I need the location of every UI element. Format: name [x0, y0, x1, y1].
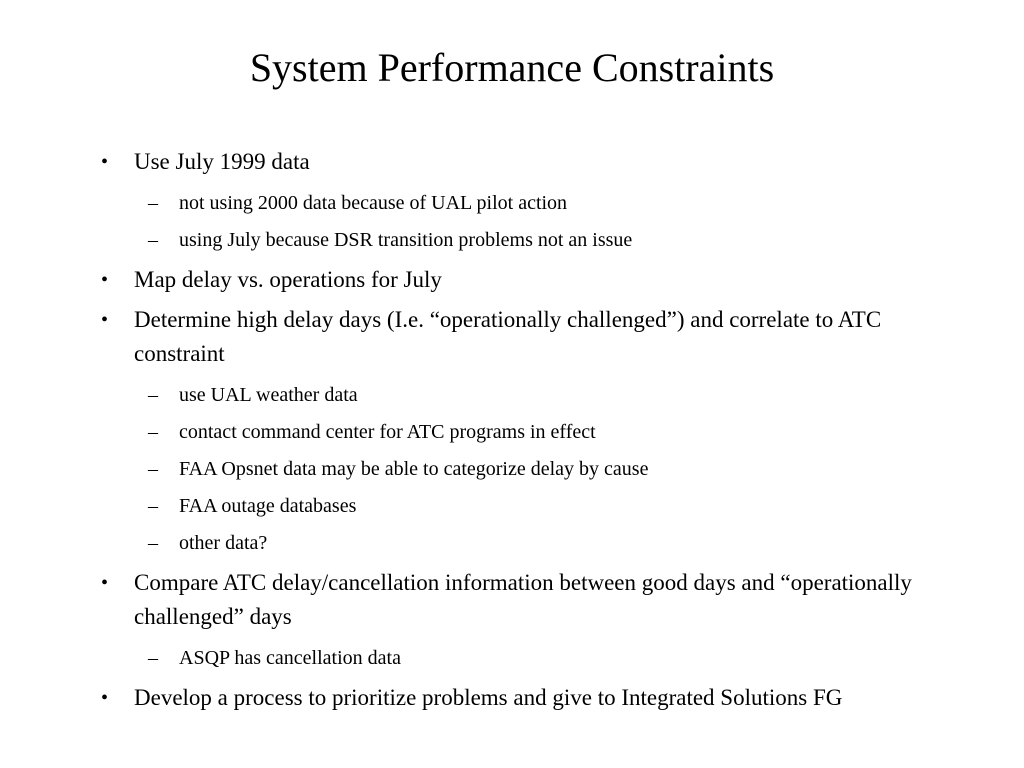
sub-marker: – [148, 458, 158, 480]
bullet-marker: • [101, 309, 109, 331]
bullet-item [95, 145, 975, 179]
sub-text: not using 2000 data because of UAL pilot action [179, 192, 568, 214]
sub-item [95, 451, 975, 488]
sub-item [95, 414, 975, 451]
sub-item [95, 377, 975, 414]
sub-text: contact command center for ATC programs in effect [179, 421, 596, 443]
sub-marker: – [148, 495, 158, 517]
sub-list [95, 377, 975, 562]
bullet-text: Compare ATC delay/cancellation information between good days and “operationally challenged” days [134, 570, 912, 629]
sub-marker: – [148, 647, 158, 669]
sub-marker: – [148, 384, 158, 406]
sub-marker: – [148, 229, 158, 251]
bullet-item [95, 303, 975, 371]
bullet-marker: • [101, 687, 109, 709]
bullet-item [95, 681, 975, 715]
bullet-text: Map delay vs. operations for July [134, 267, 442, 292]
sub-marker: – [148, 192, 158, 214]
bullet-marker: • [101, 269, 109, 291]
sub-list [95, 185, 975, 259]
bullet-text: Use July 1999 data [134, 149, 310, 174]
sub-list [95, 640, 975, 677]
sub-item [95, 185, 975, 222]
bullet-list [95, 145, 975, 721]
sub-item [95, 525, 975, 562]
sub-item [95, 640, 975, 677]
sub-text: use UAL weather data [179, 384, 358, 406]
bullet-marker: • [101, 572, 109, 594]
sub-text: FAA outage databases [179, 495, 357, 517]
bullet-marker: • [101, 151, 109, 173]
bullet-item [95, 566, 975, 634]
sub-item [95, 222, 975, 259]
bullet-text: Develop a process to prioritize problems and give to Integrated Solutions FG [134, 685, 843, 710]
sub-marker: – [148, 532, 158, 554]
sub-text: other data? [179, 532, 268, 554]
sub-marker: – [148, 421, 158, 443]
sub-text: FAA Opsnet data may be able to categorize delay by cause [179, 458, 649, 480]
slide-title: System Performance Constraints [249, 45, 775, 90]
bullet-item [95, 263, 975, 297]
sub-item [95, 488, 975, 525]
sub-text: ASQP has cancellation data [179, 647, 401, 669]
bullet-text: Determine high delay days (I.e. “operationally challenged”) and correlate to ATC constraint [134, 307, 882, 366]
sub-text: using July because DSR transition problems not an issue [179, 229, 633, 251]
